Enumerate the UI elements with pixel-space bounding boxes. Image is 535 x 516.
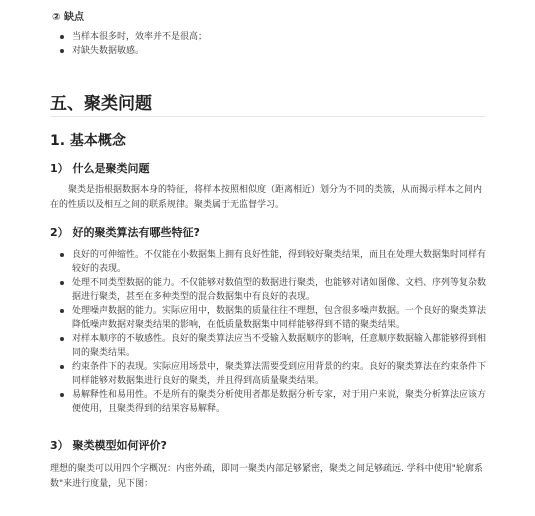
list-item: 对样本顺序的不敏感性。良好的聚类算法应当不受输入数据顺序的影响，任意顺序数据输入都能够得到相同的聚类结果。 [58,332,490,360]
q1-paragraph: 聚类是指根据数据本身的特征，将样本按照相似度（距离相近）划分为不同的类簇，从而揭示样本之间内在的性质以及相互之间的联系规律。聚类属于无监督学习。 [50,185,483,210]
cons-heading: ② 缺点 [52,12,84,23]
q2-title: 2） 好的聚类算法有哪些特征? [50,226,200,239]
list-item: 约束条件下的表现。实际应用场景中，聚类算法需要受到应用背景的约束。良好的聚类算法在约束条件下同样能够对数据集进行良好的聚类，并且得到高质量聚类结果。 [58,360,490,388]
q2-list [58,248,490,416]
list-item: 易解释性和易用性。不是所有的聚类分析使用者都是数据分析专家，对于用户来说，聚类分析算法应该方便使用，且聚类得到的结果容易解释。 [58,388,490,416]
list-item: 对缺失数据敏感。 [58,44,498,58]
list-item: 处理噪声数据的能力。实际应用中，数据集的质量往往不理想，包含很多噪声数据。一个良好的聚类算法降低噪声数据对聚类结果的影响，在低质量数据集中同样能够得到不错的聚类结果。 [58,304,490,332]
cons-list [58,30,498,58]
list-item: 良好的可伸缩性。不仅能在小数据集上拥有良好性能，得到较好聚类结果，而且在处理大数据集时同样有较好的表现。 [58,248,490,276]
list-item: 处理不同类型数据的能力。不仅能够对数值型的数据进行聚类，也能够对诸如图像、文档、序列等复杂数据进行聚类，甚至在多种类型的混合数据集中有良好的表现。 [58,276,490,304]
subsection-title: 1. 基本概念 [50,133,126,149]
section-divider [50,116,486,117]
list-item: 当样本很多时，效率并不是很高； [58,30,498,44]
q3-paragraph: 理想的聚类可以用四个字概况：内密外疏，即同一聚类内部足够紧密，聚类之间足够疏远. 学科中使用"轮廓系数"来进行度量，见下图： [50,464,483,489]
q1-title: 1） 什么是聚类问题 [50,162,150,175]
section-title: 五、聚类问题 [50,94,152,114]
q3-title: 3） 聚类模型如何评价? [50,439,167,452]
